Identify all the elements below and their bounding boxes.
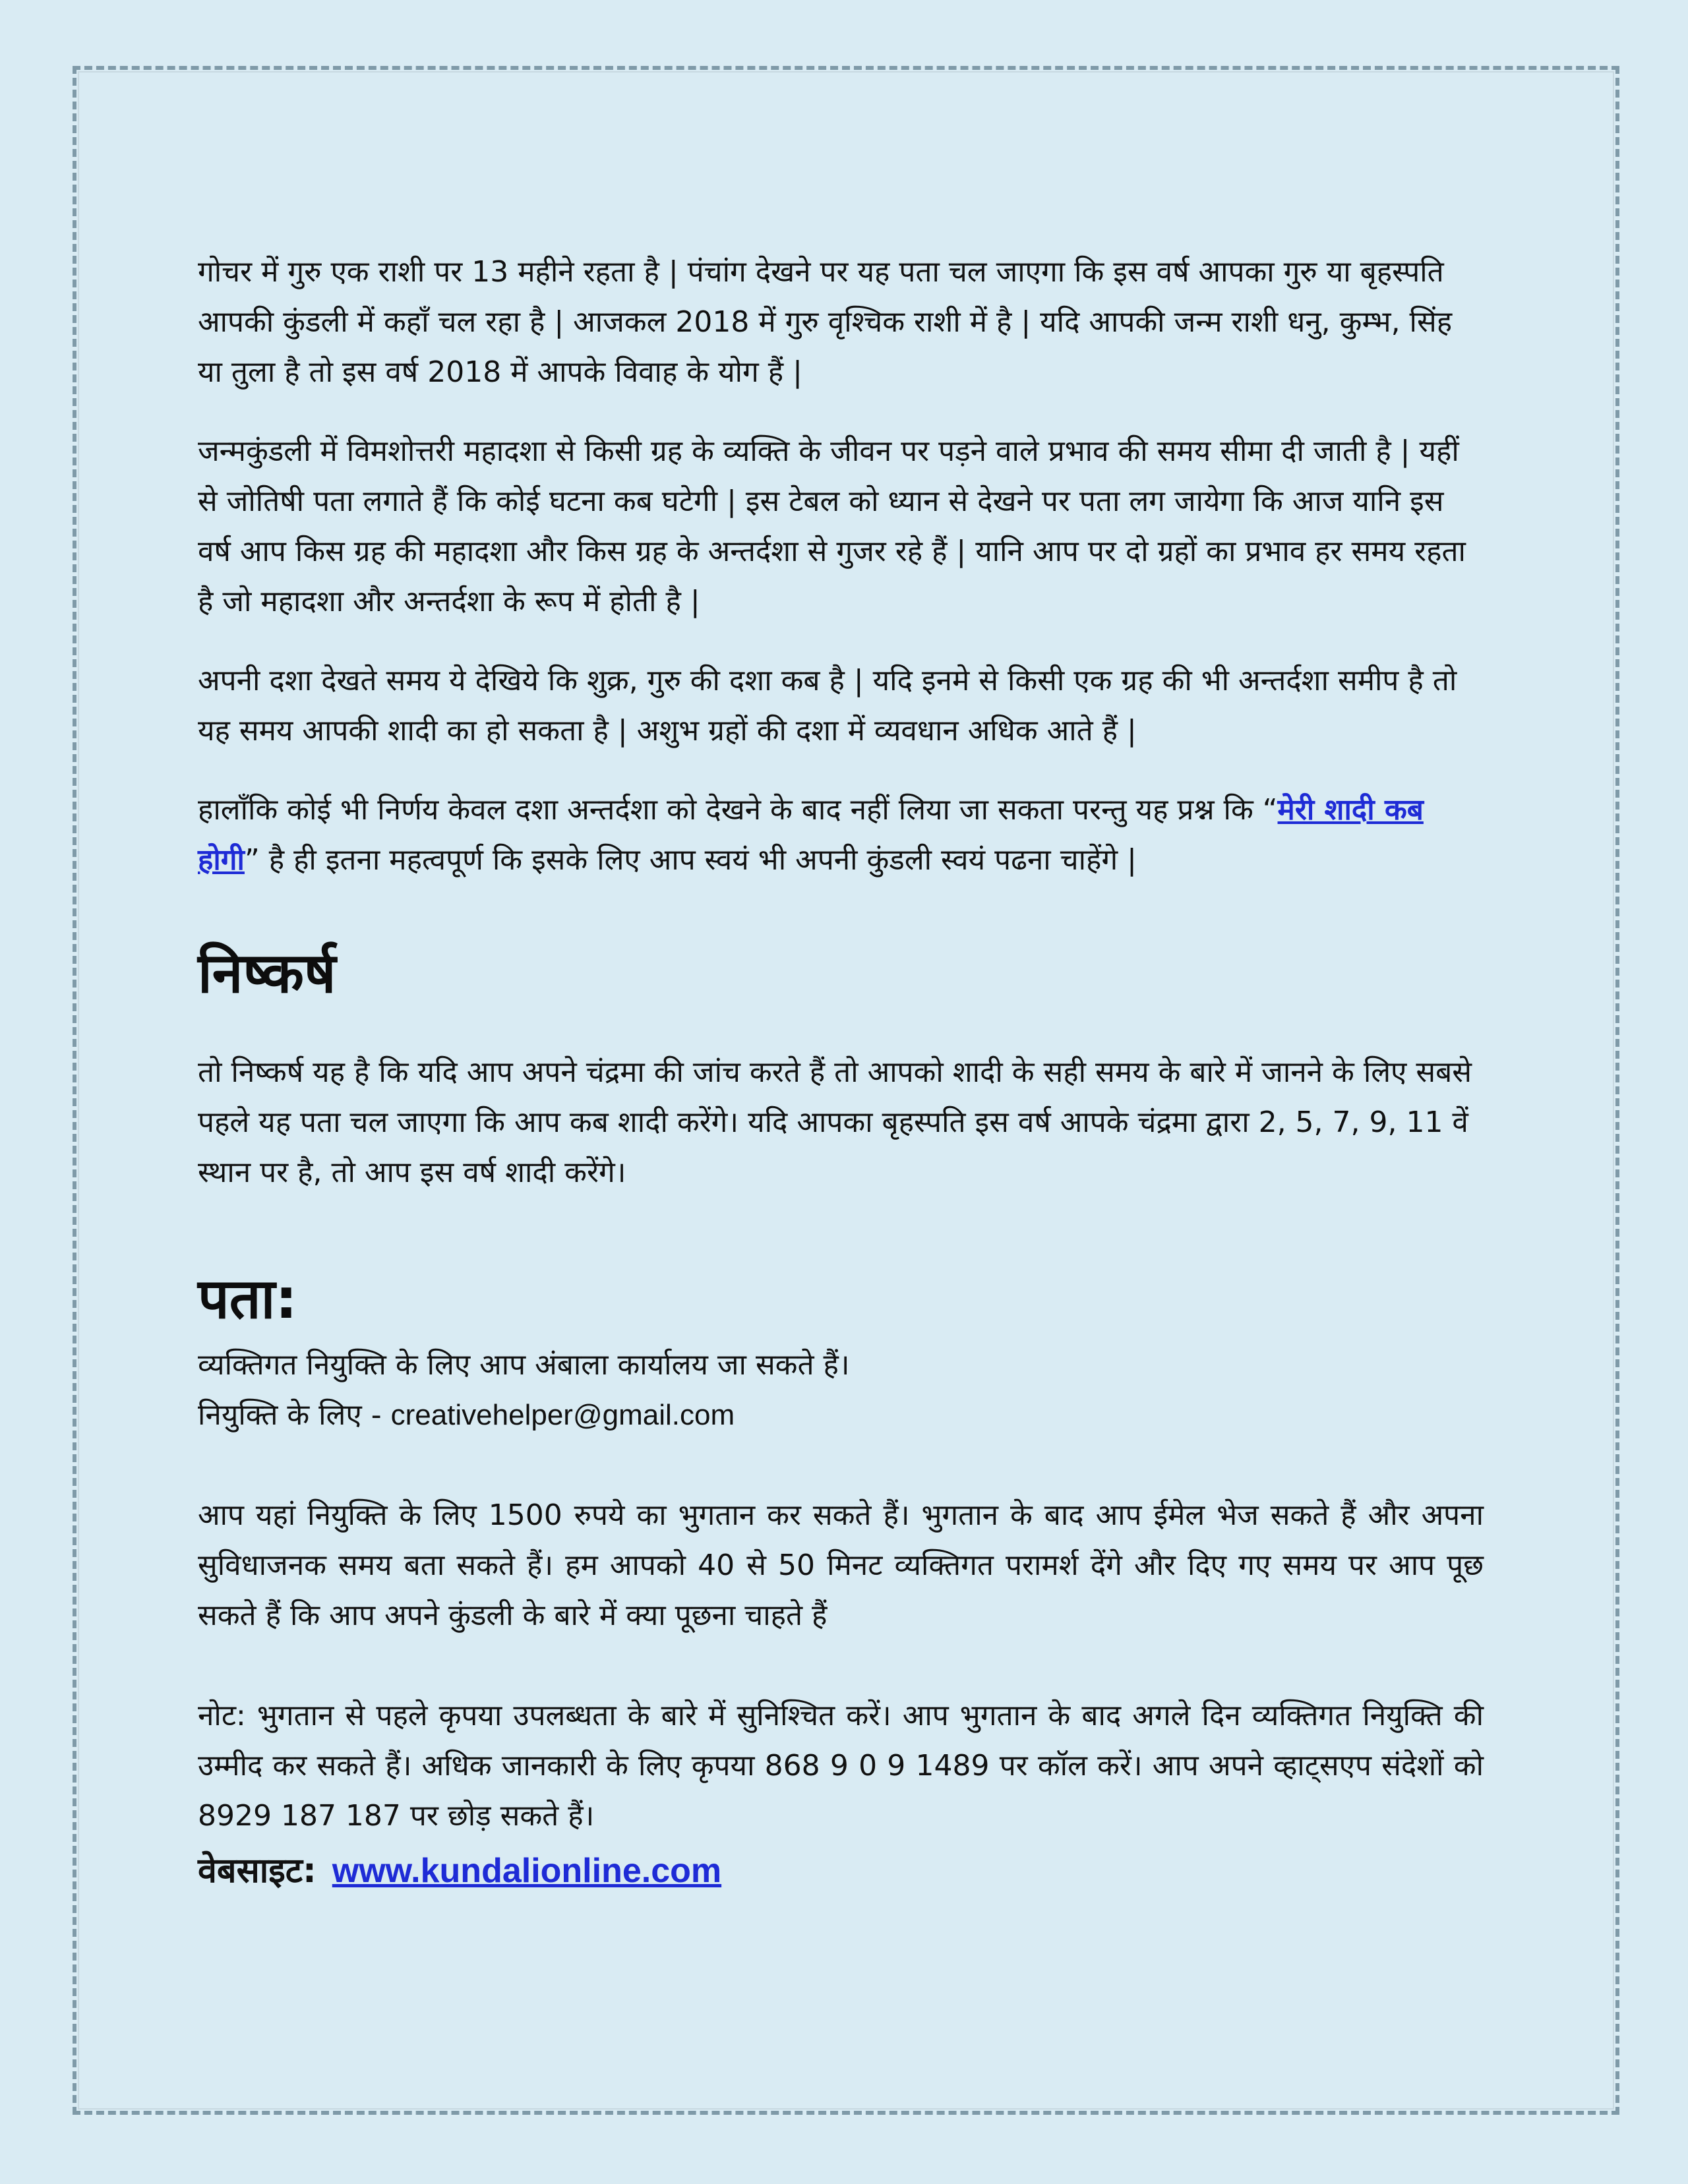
when-will-i-marry-link[interactable]: मेरी शादी कब होगी xyxy=(198,793,1424,877)
document-body xyxy=(198,247,1484,1898)
email-address[interactable]: creativehelper@gmail.com xyxy=(390,1399,735,1431)
address-email-line xyxy=(198,1390,1484,1440)
paragraph-mahadasha: जन्मकुंडली में विमशोत्तरी महादशा से किसी ग्रह के व्यक्ति के जीवन पर पड़ने वाले प्रभाव की समय सीमा दी जाती है | यहीं से जोतिषी पता लगाते हैं कि कोई घटना कब घटेगी | इस टेबल को ध्यान से देखने पर पता लग जायेगा कि आज यानि इस वर्ष आप किस ग्रह की महादशा और किस ग्रह के अन्तर्दशा से गुजर रहे हैं | यानि आप पर दो ग्रहों का प्रभाव हर समय रहता है जो महादशा और अन्तर्दशा के रूप में होती है | xyxy=(198,434,1466,618)
address-heading: पता: xyxy=(198,1266,297,1331)
paragraph-note: नोट: भुगतान से पहले कृपया उपलब्धता के बारे में सुनिश्चित करें। आप भुगतान के बाद अगले दिन व्यक्तिगत नियुक्ति की उम्मीद कर सकते हैं। अधिक जानकारी के लिए कृपया 868 9 0 9 1489 पर कॉल करें। आप अपने व्हाट्सएप संदेशों को 8929 187 187 पर छोड़ सकते हैं। xyxy=(198,1699,1484,1833)
paragraph-decision-text-start: हालाँकि कोई भी निर्णय केवल दशा अन्तर्दशा को देखने के बाद नहीं लिया जा सकता परन्तु यह प्रश्न कि “ xyxy=(198,793,1278,827)
paragraph-conclusion: तो निष्कर्ष यह है कि यदि आप अपने चंद्रमा की जांच करते हैं तो आपको शादी के सही समय के बारे में जानने के लिए सबसे पहले यह पता चल जाएगा कि आप कब शादी करेंगे। यदि आपका बृहस्पति इस वर्ष आपके चंद्रमा द्वारा 2, 5, 7, 9, 11 वें स्थान पर है, तो आप इस वर्ष शादी करेंगे। xyxy=(198,1055,1472,1189)
paragraph-decision-text-end: ” है ही इतना महत्वपूर्ण कि इसके लिए आप स्वयं भी अपनी कुंडली स्वयं पढना चाहेंगे | xyxy=(244,843,1137,877)
address-office-line: व्यक्तिगत नियुक्ति के लिए आप अंबाला कार्यालय जा सकते हैं। xyxy=(198,1348,850,1382)
paragraph-dasha-check: अपनी दशा देखते समय ये देखिये कि शुक्र, गुरु की दशा कब है | यदि इनमे से किसी एक ग्रह की भी अन्तर्दशा समीप है तो यह समय आपकी शादी का हो सकता है | अशुभ ग्रहों की दशा में व्यवधान अधिक आते हैं | xyxy=(198,664,1457,748)
paragraph-decision xyxy=(198,785,1484,885)
paragraph-transit: गोचर में गुरु एक राशी पर 13 महीने रहता है | पंचांग देखने पर यह पता चल जाएगा कि इस वर्ष आपका गुरु या बृहस्पति आपकी कुंडली में कहाँ चल रहा है | आजकल 2018 में गुरु वृश्चिक राशी में है | यदि आपकी जन्म राशी धनु, कुम्भ, सिंह या तुला है तो इस वर्ष 2018 में आपके विवाह के योग हैं | xyxy=(198,255,1453,389)
website-label: वेबसाइट: xyxy=(198,1851,316,1891)
website-row xyxy=(198,1844,1484,1898)
conclusion-heading: निष्कर्ष xyxy=(198,941,336,1005)
website-link[interactable]: www.kundalionline.com xyxy=(332,1852,722,1890)
paragraph-payment: आप यहां नियुक्ति के लिए 1500 रुपये का भुगतान कर सकते हैं। भुगतान के बाद आप ईमेल भेज सकते हैं और अपना सुविधाजनक समय बता सकते हैं। हम आपको 40 से 50 मिनट व्यक्तिगत परामर्श देंगे और दिए गए समय पर आप पूछ सकते हैं कि आप अपने कुंडली के बारे में क्या पूछना चाहते हैं xyxy=(198,1498,1484,1632)
email-label: नियुक्ति के लिए - xyxy=(198,1398,391,1432)
